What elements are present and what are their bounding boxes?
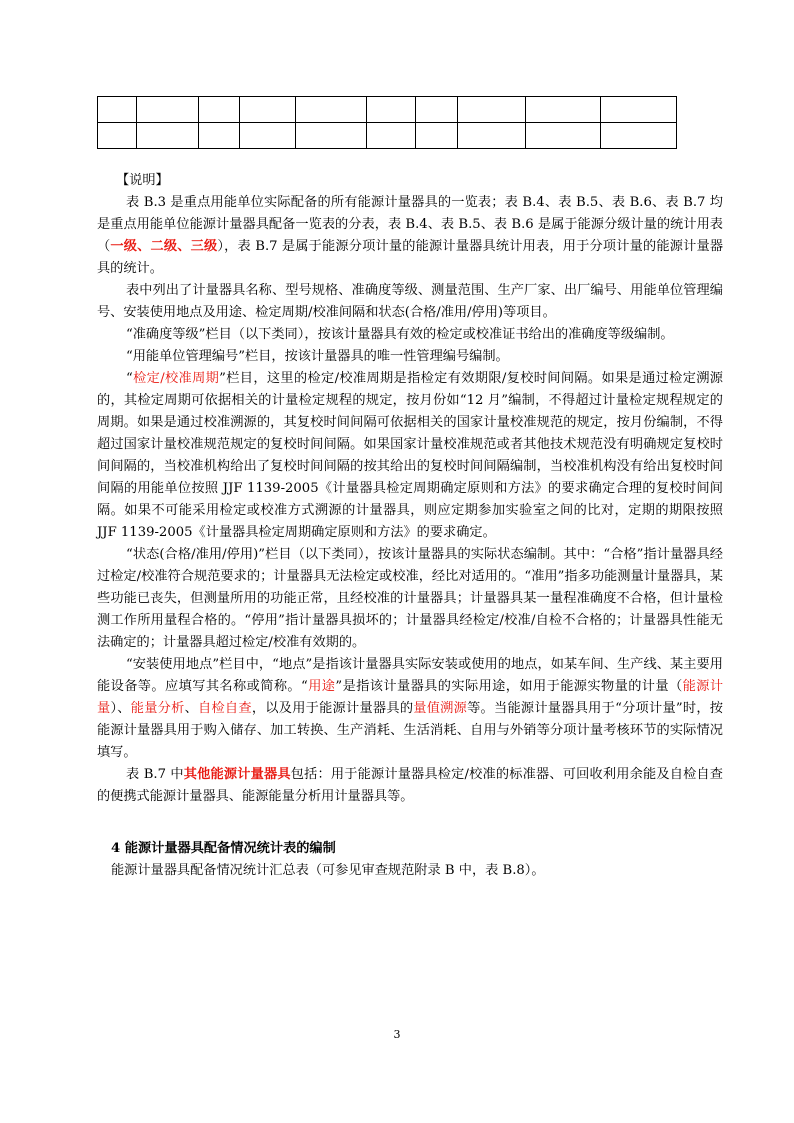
p7-text-e: ，以及用于能源计量器具的: [251, 701, 414, 716]
table-cell: [240, 97, 296, 123]
p7-highlight-4: 自检自查: [198, 701, 252, 716]
table-row: [98, 97, 677, 123]
blank-table: [97, 96, 677, 149]
table-cell: [98, 123, 137, 149]
p8-text-a: 表 B.7 中: [126, 767, 184, 782]
p5-text: ”栏目，这里的检定/校准周期是指检定有效期限/复校时间间隔。如果是通过检定溯源的，其检定周期可依据相关的计量检定规程的规定，按月份如“12 月”编制，不得超过计量检定规程规定的周期。如果是通过校准溯源的，其复校时间间隔可依据相关的国家计量校准规范的规定，按月份编制，不得超过国家计量校准规范规定的复校时间间隔。如果国家计量校准规范或者其他技术规范没有明确规定复校时间间隔的，当校准机构给出了复校时间间隔的按其给出的复校时间间隔编制，当校准机构没有给出复校时间间隔的用能单位按照 JJF 1139-2005《计量器具检定周期确定原则和方法》的要求确定合理的复校时间间隔。如果不可能采用检定或校准方式溯源的计量器具，则应定期参加实验室之间的比对，定期的期限按照 JJF 1139-2005《计量器具检定周期确定原则和方法》的要求确定。: [97, 371, 723, 540]
table-cell: [458, 97, 526, 123]
table-cell: [137, 97, 199, 123]
paragraph-1: [97, 192, 723, 280]
table-cell: [601, 123, 677, 149]
p4-text: “用能单位管理编号”栏目，按该计量器具的唯一性管理编号编制。: [126, 349, 509, 364]
p7-text-a: “安装使用地点”栏目中，“地点”是指该计量器具实际安装或使用的地点，如某车间、生产线、某主要用能设备等。应填写其名称或简称。“: [97, 657, 723, 694]
page-number: 3: [393, 1028, 401, 1041]
paragraph-2: [97, 280, 723, 324]
table-cell: [458, 123, 526, 149]
paragraph-7: [97, 654, 723, 764]
table-cell: [240, 123, 296, 149]
p7-highlight-5: 量值溯源: [413, 701, 468, 716]
p8-text-b: 包括：用于能源计量器具检定/校准的标准器、可回收利用余能及自检自查的便携式能源计量器具、能源能量分析用计量器具等。: [97, 767, 723, 804]
p7-text-d: 、: [184, 701, 199, 716]
table-cell: [416, 97, 458, 123]
table-cell: [367, 123, 416, 149]
paragraph-4: [97, 346, 723, 368]
table-row: [98, 123, 677, 149]
table-cell: [367, 97, 416, 123]
table-cell: [526, 123, 601, 149]
p2-text: 表中列出了计量器具名称、型号规格、准确度等级、测量范围、生产厂家、出厂编号、用能单位管理编号、安装使用地点及用途、检定周期/校准间隔和状态(合格/准用/停用)等项目。: [97, 283, 723, 320]
paragraph-3: [97, 324, 723, 346]
table-cell: [296, 123, 367, 149]
table-cell: [137, 123, 199, 149]
p3-text: “准确度等级”栏目（以下类同），按该计量器具有效的检定或校准证书给出的准确度等级编制。: [126, 327, 674, 342]
table-cell: [199, 123, 240, 149]
p7-highlight-1: 用途: [307, 679, 336, 694]
p1-text-a: 表 B.3 是重点用能单位实际配备的所有能源计量器具的一览表；表 B.4、表 B.5、表 B.6、表 B.7 均是重点用能单位能源计量器具配备一览表的分表，表 B.4、表 B.5、表 B.6 是属于能源分级计量的统计用表（: [97, 195, 723, 254]
table-cell: [526, 97, 601, 123]
p5-highlight: 检定/校准周期: [132, 371, 220, 386]
p7-highlight-3: 能量分析: [130, 701, 185, 716]
table-cell: [296, 97, 367, 123]
paragraph-6: [97, 544, 723, 654]
section-paragraph: 能源计量器具配备情况统计汇总表（可参见审查规范附录 B 中，表 B.8）。: [111, 863, 545, 878]
p1-highlight: 一级、二级、三级: [110, 239, 218, 254]
p8-highlight: 其他能源计量器具: [183, 767, 291, 782]
p7-text-f: 等。当能源计量器具用于“分项计量”时，按能源计量器具用于购入储存、加工转换、生产消耗、生活消耗、自用与外销等分项计量考核环节的实际情况填写。: [97, 701, 723, 760]
explanation-heading-text: 【说明】: [116, 173, 169, 188]
p6-text: “状态(合格/准用/停用)”栏目（以下类同），按该计量器具的实际状态编制。其中：“合格”指计量器具经过检定/校准符合规范要求的；计量器具无法检定或校准，经比对适用的。“准用”指多功能测量计量器具，某些功能已丧失，但测量所用的功能正常，且经校准的计量器具；计量器具某一量程准确度不合格，但计量检测工作所用量程合格的。“停用”指计量器具损坏的；计量器具经检定/校准/自检不合格的；计量器具性能无法确定的；计量器具超过检定/校准有效期的。: [97, 547, 723, 650]
p1-text-b: ），表 B.7 是属于能源分项计量的能源计量器具统计用表，用于分项计量的能源计量器具的统计。: [97, 239, 724, 276]
p7-highlight-2: 能源计量: [97, 679, 724, 716]
table-cell: [98, 97, 137, 123]
p7-text-c: ）、: [110, 701, 131, 716]
table-cell: [416, 123, 458, 149]
explanation-heading: [97, 170, 723, 192]
paragraph-8: [97, 764, 723, 808]
paragraph-5: [97, 368, 723, 544]
p5-quote: “: [126, 371, 133, 386]
section-heading: 4 能源计量器具配备情况统计表的编制: [111, 841, 336, 856]
table-cell: [199, 97, 240, 123]
p7-text-b: ”是指该计量器具的实际用途，如用于能源实物量的计量（: [335, 679, 683, 694]
table-cell: [601, 97, 677, 123]
explanation-body: [97, 170, 723, 808]
